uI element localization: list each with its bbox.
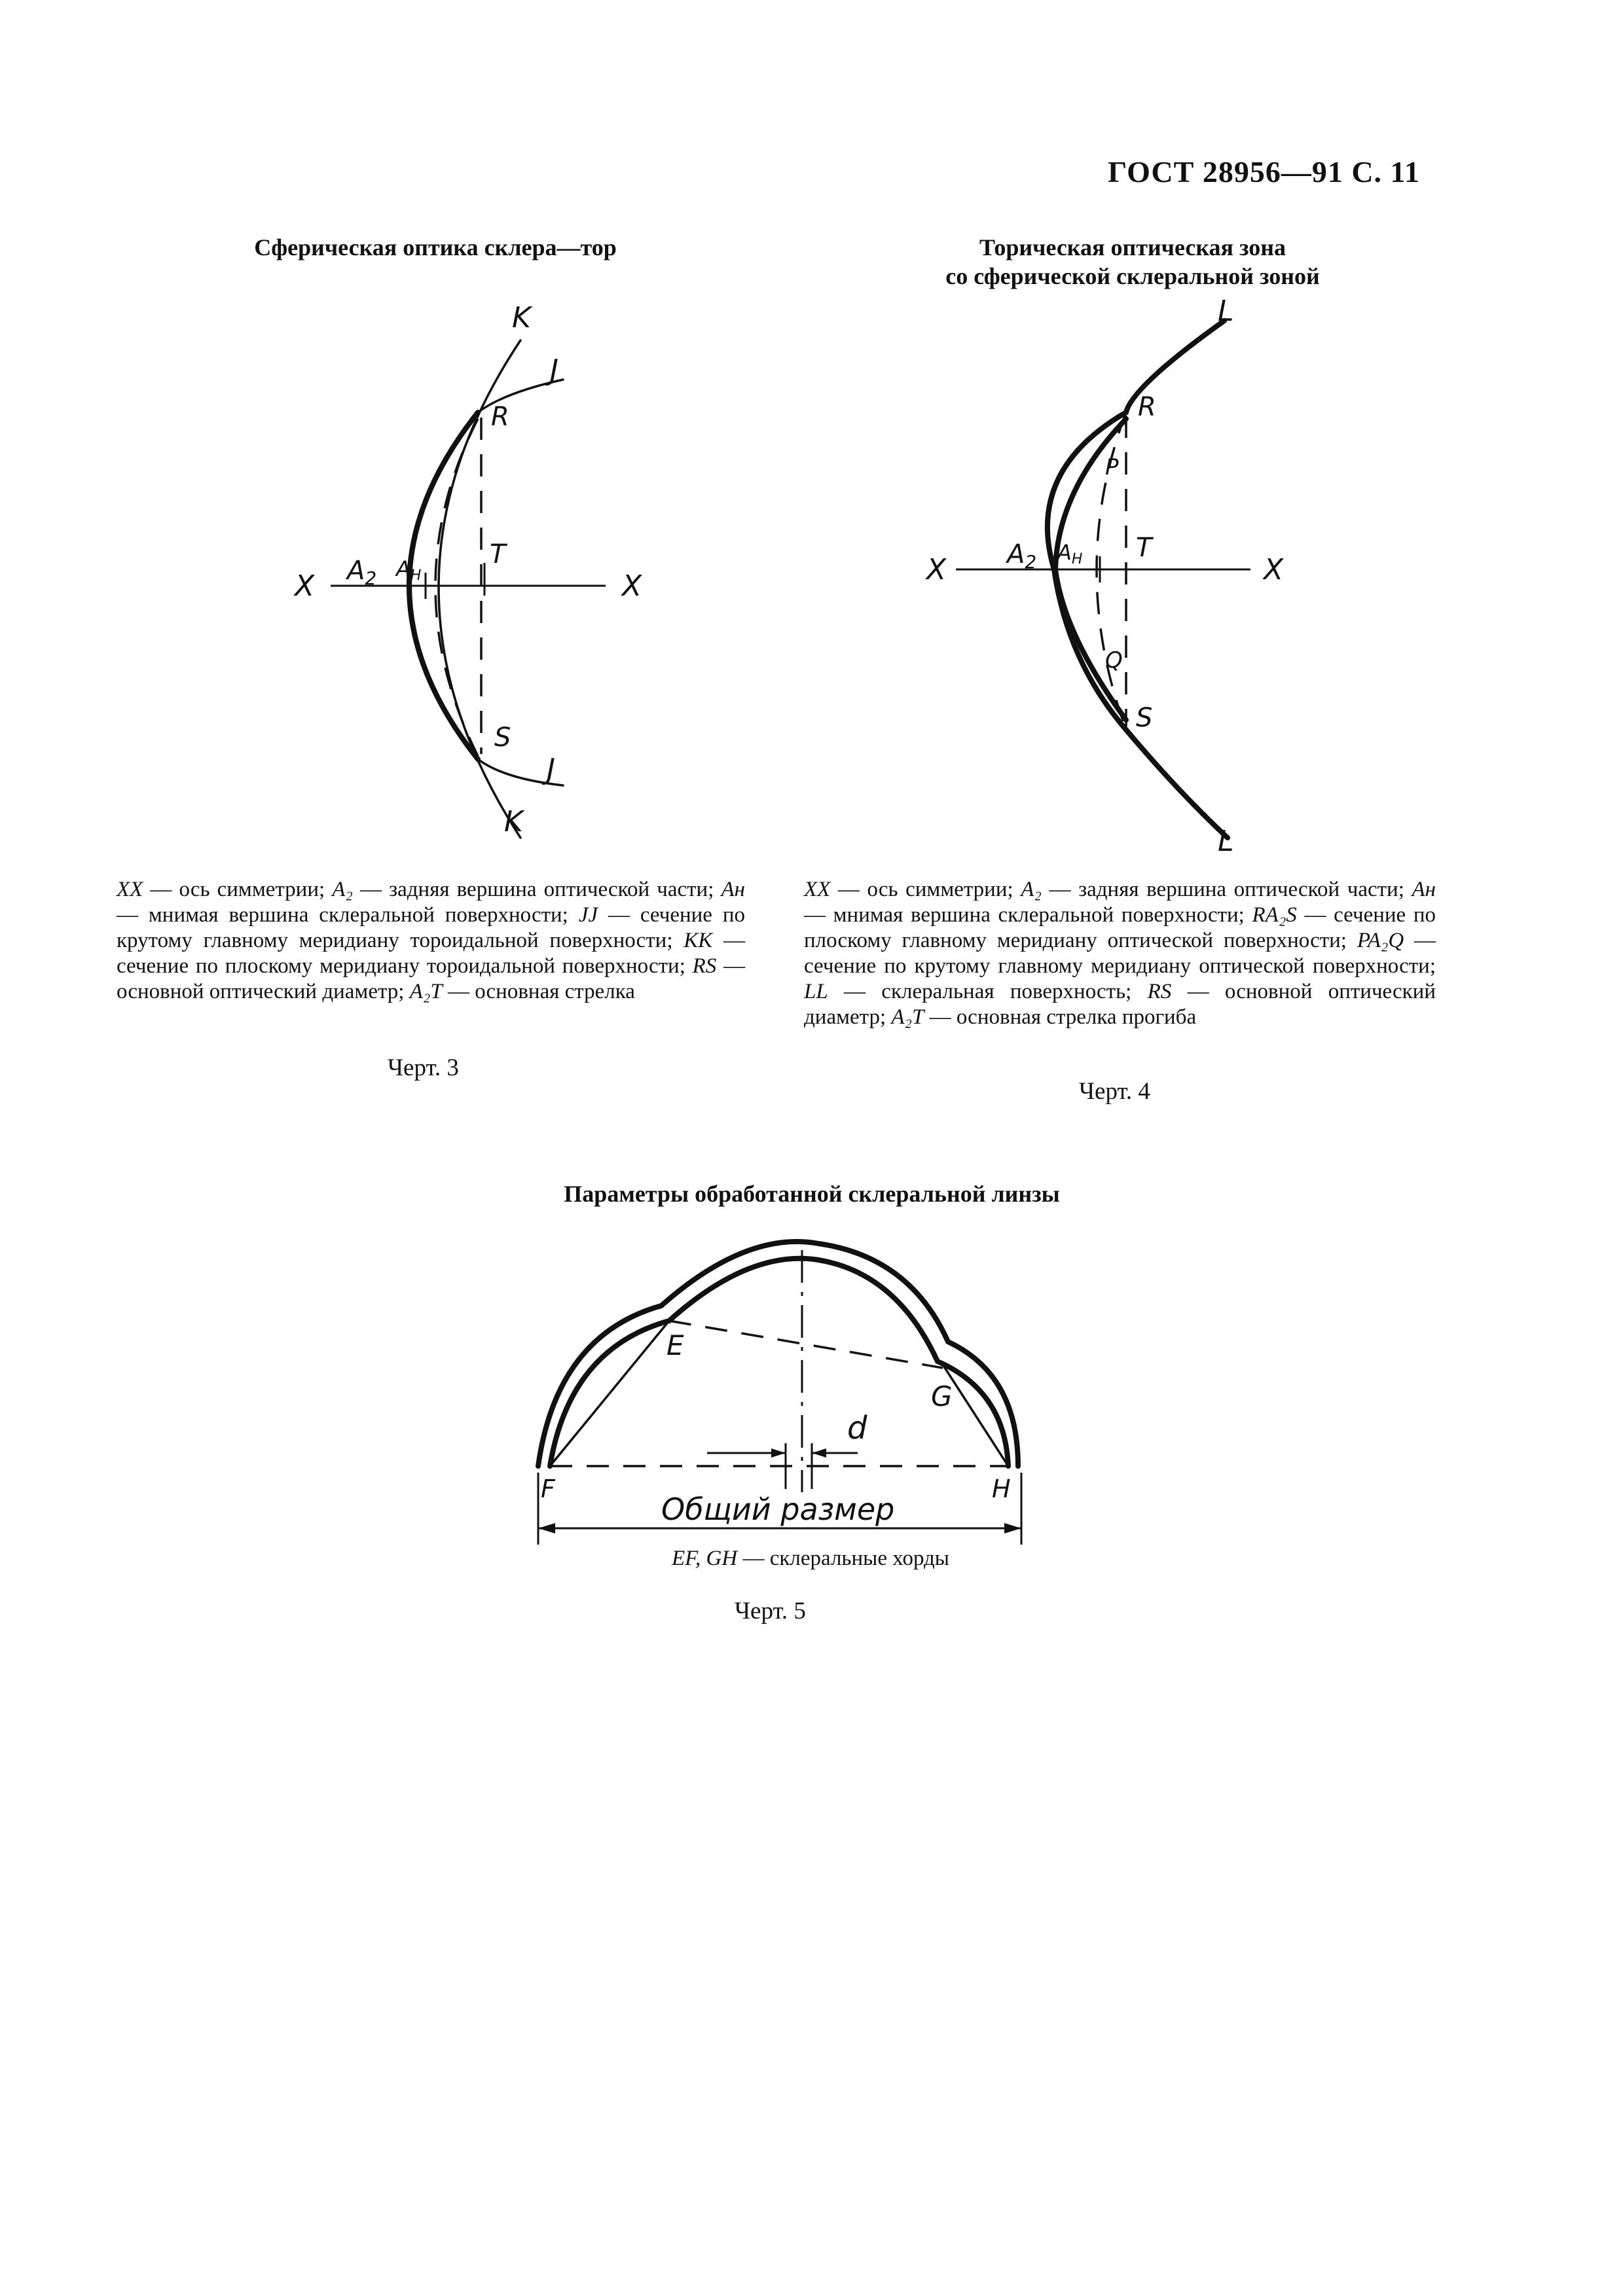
figure3-title: Сферическая оптика склера—тор [254, 234, 617, 260]
figure4-diagram [917, 295, 1322, 864]
figure4-label-x-right: X [1264, 553, 1284, 586]
figure4-label-l-top: L [1218, 295, 1234, 328]
figure4-title-line2: со сферической склеральной зоной [945, 263, 1320, 289]
figure4-label-s: S [1136, 703, 1153, 733]
page-header: ГОСТ 28956—91 С. 11 [1107, 155, 1420, 188]
figure5-label-h: H [992, 1475, 1011, 1503]
figure3-number: Черт. 3 [388, 1054, 459, 1081]
figure5-title: Параметры обработанной склеральной линзы [564, 1181, 1060, 1207]
figure4-label-x-left: X [926, 553, 947, 586]
figure4-title-line1: Торическая оптическая зона [979, 234, 1286, 260]
figure3-label-r: R [491, 402, 509, 432]
figure4-label-t: T [1136, 533, 1152, 563]
figure4-label-q: Q [1105, 647, 1123, 673]
figure3-label-k-bottom: K [504, 805, 523, 838]
figure3-label-s: S [494, 723, 511, 753]
figure3-label-x-right: X [622, 569, 642, 603]
figure5-label-d: d [847, 1410, 867, 1446]
figure5-lens-outer [538, 1242, 1018, 1466]
figure3-label-a2: $A_2$ [347, 556, 377, 589]
figure5-caption: EF, GH — склеральные хорды [672, 1547, 949, 1570]
figure3-diagram [275, 288, 681, 864]
figure5-label-e: E [666, 1329, 684, 1361]
figure4-label-a2: $A_2$ [1007, 539, 1037, 573]
figure3-label-k-top: K [512, 301, 531, 334]
figure4-label-p: P [1105, 454, 1119, 480]
figure5-label-f: F [541, 1475, 555, 1503]
figure4-curve-ll-bottom [1126, 730, 1228, 838]
figure4-caption: XX — ось симметрии; A₂ — задняя вершина оптической части; Aн — мнимая вершина склеральной поверхности; RA₂S — сечение по плоскому главному меридиану оптической поверхности; PA₂Q — сечение по крутому главному меридиану оптической поверхности; LL — склеральная поверхность; RS — основной оптический диаметр; A₂T — основная стрелка прогиба [804, 878, 1436, 1029]
figure5-number: Черт. 5 [735, 1598, 806, 1624]
figure5-lens-inner [550, 1259, 1008, 1466]
figure3-label-x-left: X [295, 569, 315, 603]
figure4-label-ah: AH [1057, 540, 1083, 567]
figure4-label-r: R [1138, 392, 1156, 422]
figure3-label-ah: AH [396, 556, 422, 584]
figure5-diagram [524, 1230, 1048, 1571]
figure3-label-j-bottom: J [547, 753, 555, 786]
figure5-label-g: G [931, 1380, 953, 1412]
figure5-label-overall-size: Общий размер [661, 1492, 895, 1527]
figure3-label-j-top: J [550, 353, 558, 387]
figure5-line-eg [669, 1321, 943, 1368]
figure3-label-t: T [490, 539, 506, 569]
figure3-caption: XX — ось симметрии; A₂ — задняя вершина оптической части; Aн — мнимая вершина склеральной поверхности; JJ — сечение по крутому главному меридиану тороидальной поверхности; KK — сечение по плоскому меридиану тороидальной поверхности; RS — основной оптический диаметр; A₂T — основная стрелка [117, 878, 746, 1003]
figure4-number: Черт. 4 [1079, 1078, 1150, 1105]
figure4-title [851, 233, 1414, 291]
figure4-label-l-bottom: L [1218, 825, 1234, 858]
figure5-chord-ef [550, 1321, 669, 1466]
